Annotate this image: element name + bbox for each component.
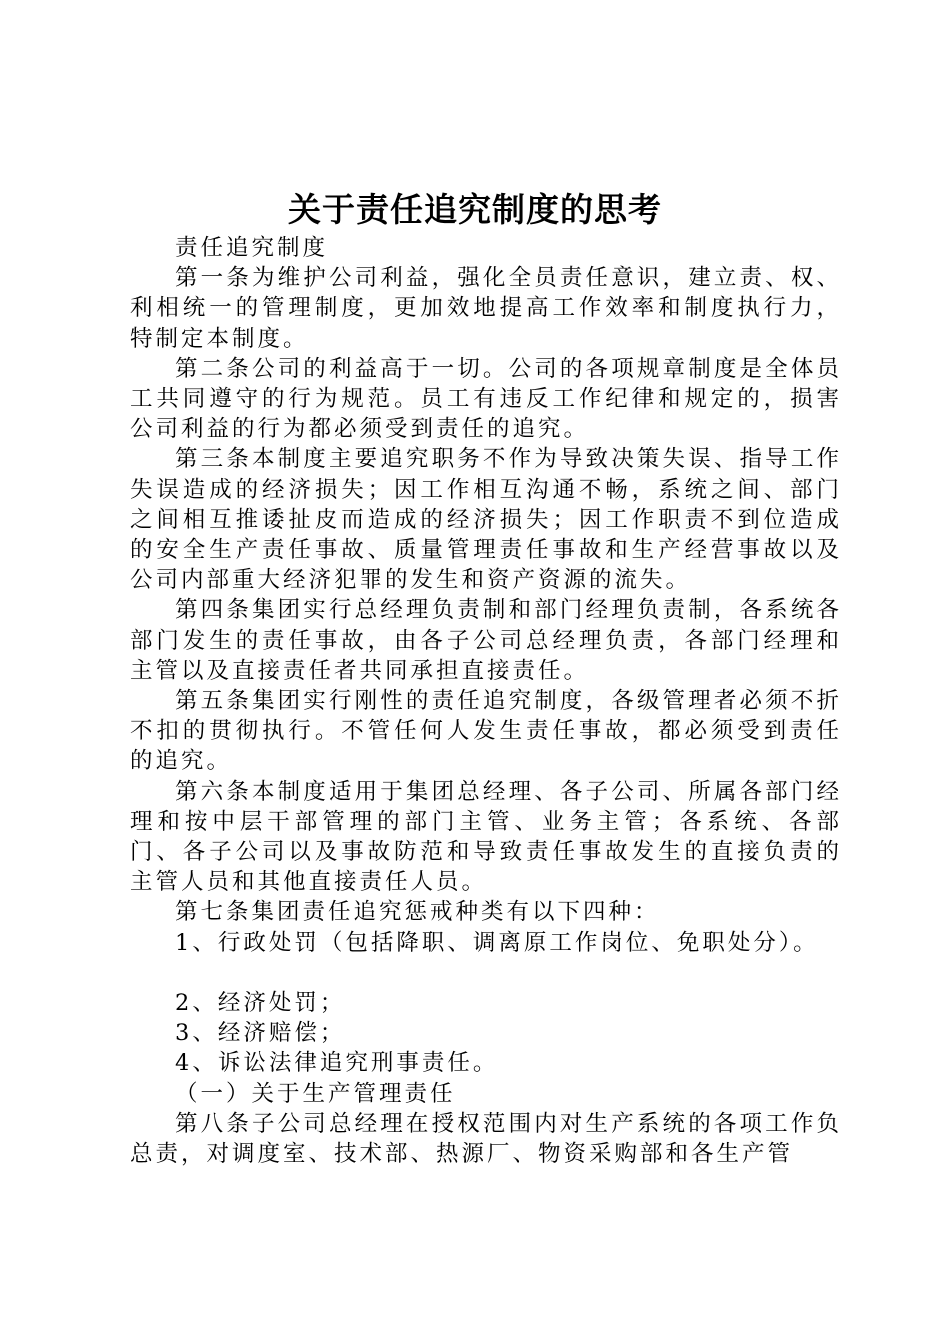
article-3: 第三条本制度主要追究职务不作为导致决策失误、指导工作失误造成的经济损失；因工作相互沟通不畅，系统之间、部门之间相互推诿扯皮而造成的经济损失；因工作职责不到位造成的安全生产责任事故、质量管理责任事故和生产经营事故以及公司内部重大经济犯罪的发生和资产资源的流失。 (130, 446, 842, 594)
article-2: 第二条公司的利益高于一切。公司的各项规章制度是全体员工共同遵守的行为规范。员工有违反工作纪律和规定的，损害公司利益的行为都必须受到责任的追究。 (130, 355, 842, 443)
article-4: 第四条集团实行总经理负责制和部门经理负责制，各系统各部门发生的责任事故，由各子公司总经理负责，各部门经理和主管以及直接责任者共同承担直接责任。 (130, 597, 842, 684)
document-body (130, 233, 842, 1169)
subsection-heading: （一）关于生产管理责任 (175, 1080, 456, 1107)
article-6: 第六条本制度适用于集团总经理、各子公司、所属各部门经理和按中层干部管理的部门主管、业务主管；各系统、各部门、各子公司以及事故防范和导致责任事故发生的直接负责的主管人员和其他直接责任人员。 (130, 778, 842, 896)
article-7: 第七条集团责任追究惩戒种类有以下四种： (175, 899, 660, 926)
list-item-3: 3、经济赔偿； (175, 1020, 346, 1047)
article-1: 第一条为维护公司利益，强化全员责任意识，建立责、权、利相统一的管理制度，更加效地提高工作效率和制度执行力，特制定本制度。 (130, 265, 842, 352)
list-item-4: 4、诉讼法律追究刑事责任。 (175, 1050, 499, 1077)
article-8: 第八条子公司总经理在授权范围内对生产系统的各项工作负总责，对调度室、技术部、热源厂、物资采购部和各生产管 (130, 1110, 842, 1168)
article-5: 第五条集团实行刚性的责任追究制度，各级管理者必须不折不扣的贯彻执行。不管任何人发生责任事故，都必须受到责任的追究。 (130, 688, 842, 775)
list-item-1: 1、行政处罚（包括降职、调离原工作岗位、免职处分）。 (175, 929, 819, 956)
document-title: 关于责任追究制度的思考 (288, 190, 662, 229)
blank-line (130, 958, 842, 988)
list-item-2: 2、经济处罚； (175, 990, 346, 1017)
section-heading: 责任追究制度 (175, 235, 329, 261)
